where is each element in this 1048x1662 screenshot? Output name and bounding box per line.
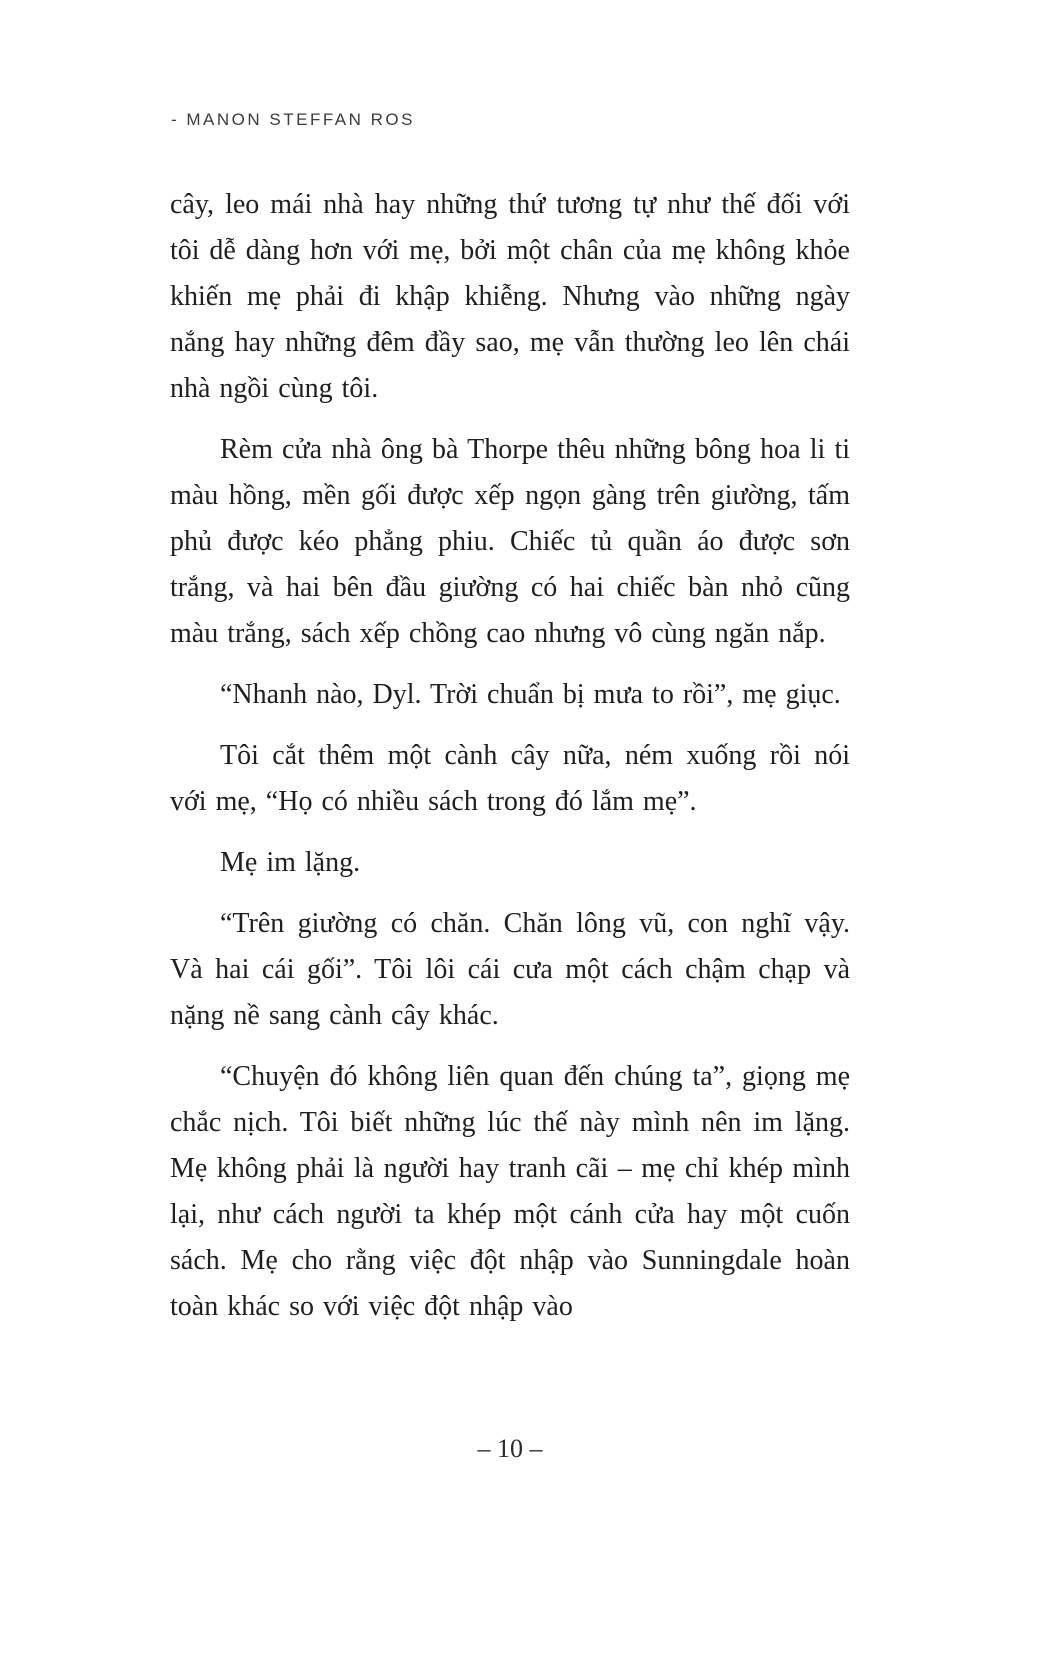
paragraph: “Chuyện đó không liên quan đến chúng ta”, giọng mẹ chắc nịch. Tôi biết những lúc thế này mình nên im lặng. Mẹ không phải là người hay tranh cãi – mẹ chỉ khép mình lại, như cách người ta khép một cánh cửa hay một cuốn sách. Mẹ cho rằng việc đột nhập vào Sunningdale hoàn toàn khác so với việc đột nhập vào — [170, 1061, 850, 1322]
paragraph: “Trên giường có chăn. Chăn lông vũ, con nghĩ vậy. Và hai cái gối”. Tôi lôi cái cưa một cách chậm chạp và nặng nề sang cành cây khác. — [170, 908, 850, 1031]
paragraph: Tôi cắt thêm một cành cây nữa, ném xuống rồi nói với mẹ, “Họ có nhiều sách trong đó lắm mẹ”. — [170, 740, 850, 817]
running-header: - MANON STEFFAN ROS — [171, 110, 415, 129]
body-text — [170, 182, 850, 1345]
paragraph: “Nhanh nào, Dyl. Trời chuẩn bị mưa to rồi”, mẹ giục. — [220, 679, 841, 710]
page-number: – 10 – — [477, 1434, 543, 1463]
paragraph: Mẹ im lặng. — [220, 847, 361, 878]
paragraph: cây, leo mái nhà hay những thứ tương tự như thế đối với tôi dễ dàng hơn với mẹ, bởi một chân của mẹ không khỏe khiến mẹ phải đi khập khiễng. Nhưng vào những ngày nắng hay những đêm đầy sao, mẹ vẫn thường leo lên chái nhà ngồi cùng tôi. — [170, 189, 850, 404]
paragraph: Rèm cửa nhà ông bà Thorpe thêu những bông hoa li ti màu hồng, mền gối được xếp ngọn gàng trên giường, tấm phủ được kéo phẳng phiu. Chiếc tủ quần áo được sơn trắng, và hai bên đầu giường có hai chiếc bàn nhỏ cũng màu trắng, sách xếp chồng cao nhưng vô cùng ngăn nắp. — [170, 434, 850, 649]
